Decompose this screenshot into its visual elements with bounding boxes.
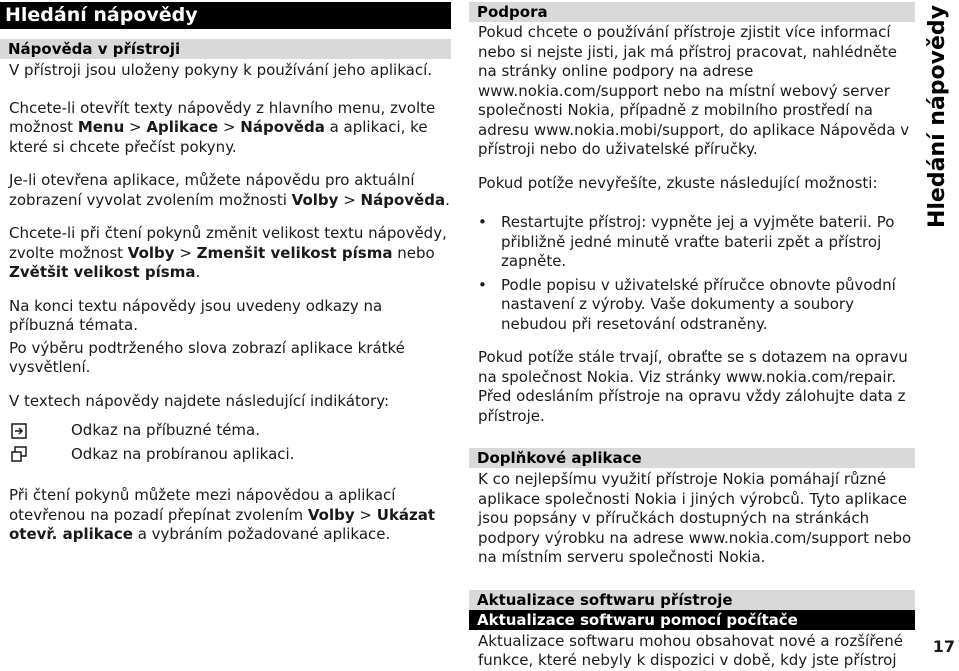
menu-term: Menu [77, 118, 125, 136]
options-term: Volby [291, 190, 339, 209]
section-heading-support: Podpora [469, 2, 915, 22]
side-chapter-title: Hledání nápovědy [925, 4, 951, 228]
support-bullet-list [469, 213, 915, 334]
paragraph-context-help: Je-li otevřena aplikace, můžete nápovědu pro aktuální zobrazení vyvolat zvolením možnosti Volby > Nápověda. [9, 171, 450, 209]
list-item: • Restartujte přístroj: vypněte jej a vyjměte baterii. Po přibližně jedné minutě vraťte baterii zpět a přístroj zapněte. [469, 213, 915, 272]
help-term: Nápověda [240, 118, 325, 136]
section-heading-additional-apps: Doplňkové aplikace [469, 448, 915, 468]
support-paragraph-2: Pokud potíže nevyřešíte, zkuste následující možnosti: [478, 173, 878, 192]
decrease-font-term: Zmenšit velikost písma [196, 243, 393, 262]
update-paragraph: Aktualizace softwaru mohou obsahovat nové a rozšířené funkce, které nebyly k dispozici v době, kdy jste přístroj [478, 631, 904, 669]
show-open-apps-term: Ukázat otevř. aplikace [9, 505, 436, 543]
support-paragraph-1: Pokud chcete o používání přístroje zjistit více informací nebo si nejste jisti, jak má přístroj pracovat, nahlédněte na stránky online podpory na adrese www.nokia.com/support nebo na místní webový server společnosti Nokia, případně z mobilního prostředí na adresu www.nokia.mobi/support, do aplikace Nápověda v přístroji nebo do uživatelské příručky. [478, 23, 910, 158]
paragraph-related-links: Na konci textu nápovědy jsou uvedeny odkazy na příbuzná témata. [9, 296, 383, 334]
section-heading-software-update: Aktualizace softwaru přístroje [469, 590, 915, 610]
support-paragraph-3: Pokud potíže stále trvají, obraťte se s dotazem na opravu na společnost Nokia. Viz stránky www.nokia.com/repair. Před odesláním přístroje na opravu vždy zálohujte data z přístroje. [478, 348, 908, 425]
left-column [0, 0, 451, 545]
paragraph-open-help: Chcete-li otevřít texty nápovědy z hlavního menu, zvolte možnost Menu > Aplikace > Nápověda a aplikaci, ke které si chcete přečíst pokyny. [9, 98, 436, 156]
related-topic-icon [9, 423, 29, 439]
indicator-label: Odkaz na probíranou aplikaci. [71, 444, 295, 463]
applications-term: Aplikace [146, 118, 219, 136]
paragraph-underlined-words: Po výběru podtrženého slova zobrazí aplikace krátké vysvětlení. [9, 338, 405, 376]
subsection-heading-update-via-pc: Aktualizace softwaru pomocí počítače [469, 610, 915, 630]
increase-font-term: Zvětšit velikost písma [9, 263, 196, 281]
list-item: • Podle popisu v uživatelské příručce obnovte původní nastavení z výroby. Vaše dokumenty a soubory nebudou při resetování odstraněny. [469, 276, 915, 335]
paragraph-indicators: V textech nápovědy najdete následující indikátory: [9, 391, 390, 410]
indicator-item-discussed-app [0, 445, 451, 465]
intro-paragraph: V přístroji jsou uloženy pokyny k používání jeho aplikací. [9, 61, 433, 79]
paragraph-text-size: Chcete-li při čtení pokynů změnit velikost textu nápovědy, zvolte možnost Volby > Zmenšit velikost písma nebo Zvětšit velikost písma. [9, 224, 447, 281]
page-title: Hledání nápovědy [0, 2, 451, 29]
options-term: Volby [307, 505, 355, 524]
paragraph-switch-apps: Při čtení pokynů můžete mezi nápovědou a aplikací otevřenou na pozadí přepínat zvolením Volby > Ukázat otevř. aplikace a vybráním požadované aplikace. [9, 486, 436, 543]
discussed-app-icon [9, 446, 29, 462]
indicator-label: Odkaz na příbuzné téma. [71, 421, 260, 439]
right-column [469, 0, 915, 671]
help-term: Nápověda [360, 190, 446, 209]
options-term: Volby [127, 243, 175, 262]
section-heading-help-in-device: Nápověda v přístroji [0, 39, 451, 59]
indicator-list [0, 421, 451, 464]
apps-paragraph: K co nejlepšímu využití přístroje Nokia pomáhají různé aplikace společnosti Nokia i jiných výrobců. Tyto aplikace jsou popsány v příručkách dostupných na stránkách podpory výrobku na adrese www.nokia.com/support nebo na místním serveru společnosti Nokia. [478, 470, 912, 566]
indicator-item-related-topic [0, 421, 451, 441]
page-number: 17 [932, 637, 955, 656]
